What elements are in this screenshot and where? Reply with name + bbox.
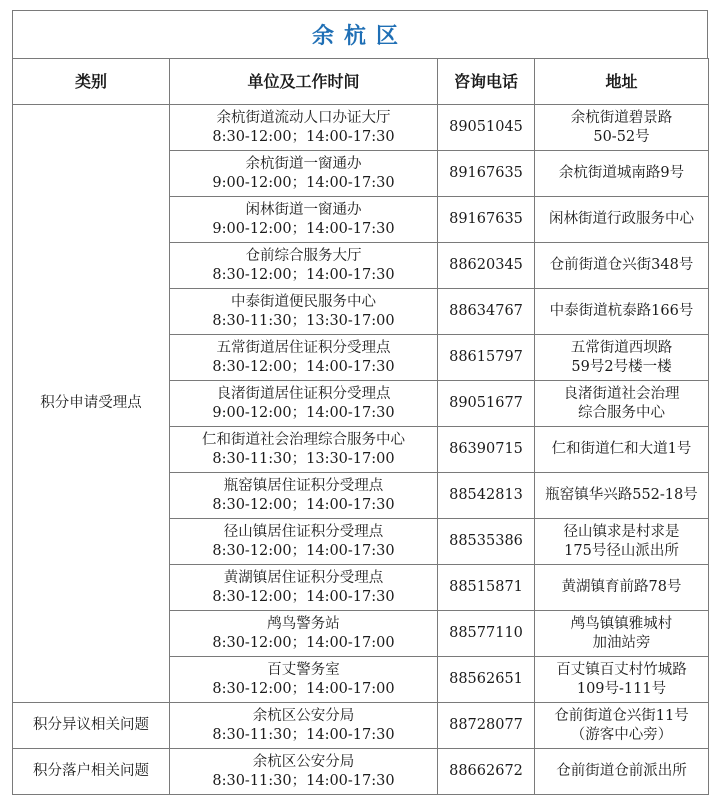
unit-name: 黄湖镇居住证积分受理点	[223, 569, 384, 586]
working-hours: 9:00-12:00；14:00-17:30	[212, 404, 395, 421]
address-cell	[535, 749, 709, 795]
unit-name: 余杭街道流动人口办证大厅	[216, 109, 391, 126]
phone-cell: 88577110	[438, 611, 535, 657]
header-row	[13, 59, 709, 105]
unit-name: 仓前综合服务大厅	[245, 247, 362, 264]
working-hours: 8:30-11:30；13:30-17:00	[212, 450, 395, 467]
address-cell	[535, 611, 709, 657]
address-line-1: 径山镇求是村求是	[563, 523, 680, 540]
address-cell	[535, 289, 709, 335]
address-cell	[535, 703, 709, 749]
phone-cell: 88615797	[438, 335, 535, 381]
phone-cell: 88620345	[438, 243, 535, 289]
phone-cell: 88562651	[438, 657, 535, 703]
address-line-1: 五常街道西坝路	[570, 339, 673, 356]
unit-name: 瓶窑镇居住证积分受理点	[223, 477, 384, 494]
address-line-2: 175号径山派出所	[564, 542, 679, 559]
address-line-1: 仁和街道仁和大道1号	[551, 441, 692, 457]
unit-cell	[170, 749, 438, 795]
unit-cell	[170, 611, 438, 657]
working-hours: 8:30-11:30；14:00-17:30	[212, 772, 395, 789]
address-cell	[535, 565, 709, 611]
unit-name: 百丈警务室	[267, 661, 340, 678]
address-line-1: 余杭街道碧景路	[570, 109, 673, 126]
address-line-1: 良渚街道社会治理	[563, 385, 680, 402]
working-hours: 8:30-12:00；14:00-17:30	[212, 128, 395, 145]
district-title: 余杭区	[12, 10, 708, 58]
unit-cell	[170, 243, 438, 289]
address-cell	[535, 335, 709, 381]
unit-name: 鸬鸟警务站	[267, 615, 340, 632]
address-cell	[535, 243, 709, 289]
working-hours: 8:30-11:30；14:00-17:30	[212, 726, 395, 743]
phone-cell: 86390715	[438, 427, 535, 473]
address-line-2: 59号2号楼一楼	[571, 358, 672, 375]
unit-name: 余杭街道一窗通办	[245, 155, 362, 172]
address-cell	[535, 151, 709, 197]
table-row	[13, 703, 709, 749]
header-address: 地址	[535, 59, 709, 105]
unit-name: 中泰街道便民服务中心	[231, 293, 376, 310]
category-cell: 积分落户相关问题	[13, 749, 170, 795]
phone-cell: 89167635	[438, 197, 535, 243]
working-hours: 8:30-12:00；14:00-17:30	[212, 358, 395, 375]
working-hours: 8:30-12:00；14:00-17:30	[212, 496, 395, 513]
table-row	[13, 105, 709, 151]
unit-cell	[170, 427, 438, 473]
address-cell	[535, 427, 709, 473]
address-line-1: 仓前街道仓兴街11号	[554, 707, 689, 724]
header-phone: 咨询电话	[438, 59, 535, 105]
phone-cell: 89167635	[438, 151, 535, 197]
unit-cell	[170, 197, 438, 243]
address-line-1: 百丈镇百丈村竹城路	[556, 661, 687, 678]
address-cell	[535, 105, 709, 151]
phone-cell: 88728077	[438, 703, 535, 749]
unit-name: 径山镇居住证积分受理点	[223, 523, 384, 540]
unit-cell	[170, 703, 438, 749]
address-cell	[535, 381, 709, 427]
unit-name: 仁和街道社会治理综合服务中心	[202, 431, 405, 448]
address-line-1: 仓前街道仓前派出所	[556, 763, 687, 779]
address-line-1: 仓前街道仓兴街348号	[549, 257, 694, 273]
unit-name: 余杭区公安分局	[252, 707, 355, 724]
address-line-1: 黄湖镇育前路78号	[561, 579, 682, 595]
address-cell	[535, 197, 709, 243]
phone-cell: 88535386	[438, 519, 535, 565]
header-unit: 单位及工作时间	[170, 59, 438, 105]
working-hours: 8:30-11:30；13:30-17:00	[212, 312, 395, 329]
address-line-1: 中泰街道杭泰路166号	[549, 303, 694, 319]
unit-cell	[170, 289, 438, 335]
unit-cell	[170, 657, 438, 703]
phone-cell: 88662672	[438, 749, 535, 795]
working-hours: 8:30-12:00；14:00-17:00	[212, 680, 395, 697]
unit-name: 五常街道居住证积分受理点	[216, 339, 391, 356]
category-cell: 积分异议相关问题	[13, 703, 170, 749]
working-hours: 9:00-12:00；14:00-17:30	[212, 220, 395, 237]
table-body	[13, 105, 709, 795]
table-row	[13, 749, 709, 795]
unit-cell	[170, 381, 438, 427]
address-line-2: 加油站旁	[592, 634, 651, 651]
address-line-2: （游客中心旁）	[570, 726, 673, 743]
address-line-2: 综合服务中心	[578, 404, 665, 421]
category-cell: 积分申请受理点	[13, 105, 170, 703]
address-line-1: 瓶窑镇华兴路552-18号	[545, 487, 698, 503]
unit-name: 余杭区公安分局	[252, 753, 355, 770]
address-cell	[535, 473, 709, 519]
unit-cell	[170, 519, 438, 565]
address-line-1: 闲林街道行政服务中心	[549, 211, 694, 227]
address-line-1: 鸬鸟镇镇雅城村	[570, 615, 673, 632]
unit-cell	[170, 473, 438, 519]
address-line-2: 50-52号	[593, 128, 650, 145]
address-line-1: 余杭街道城南路9号	[558, 165, 685, 181]
phone-cell: 88634767	[438, 289, 535, 335]
service-points-table	[12, 58, 709, 795]
working-hours: 8:30-12:00；14:00-17:00	[212, 634, 395, 651]
address-cell	[535, 657, 709, 703]
working-hours: 8:30-12:00；14:00-17:30	[212, 588, 395, 605]
phone-cell: 88515871	[438, 565, 535, 611]
address-cell	[535, 519, 709, 565]
unit-cell	[170, 565, 438, 611]
working-hours: 8:30-12:00；14:00-17:30	[212, 542, 395, 559]
unit-cell	[170, 151, 438, 197]
address-line-2: 109号-111号	[576, 680, 667, 697]
working-hours: 9:00-12:00；14:00-17:30	[212, 174, 395, 191]
header-category: 类别	[13, 59, 170, 105]
unit-cell	[170, 335, 438, 381]
unit-name: 良渚街道居住证积分受理点	[216, 385, 391, 402]
working-hours: 8:30-12:00；14:00-17:30	[212, 266, 395, 283]
unit-name: 闲林街道一窗通办	[245, 201, 362, 218]
phone-cell: 88542813	[438, 473, 535, 519]
phone-cell: 89051677	[438, 381, 535, 427]
unit-cell	[170, 105, 438, 151]
phone-cell: 89051045	[438, 105, 535, 151]
